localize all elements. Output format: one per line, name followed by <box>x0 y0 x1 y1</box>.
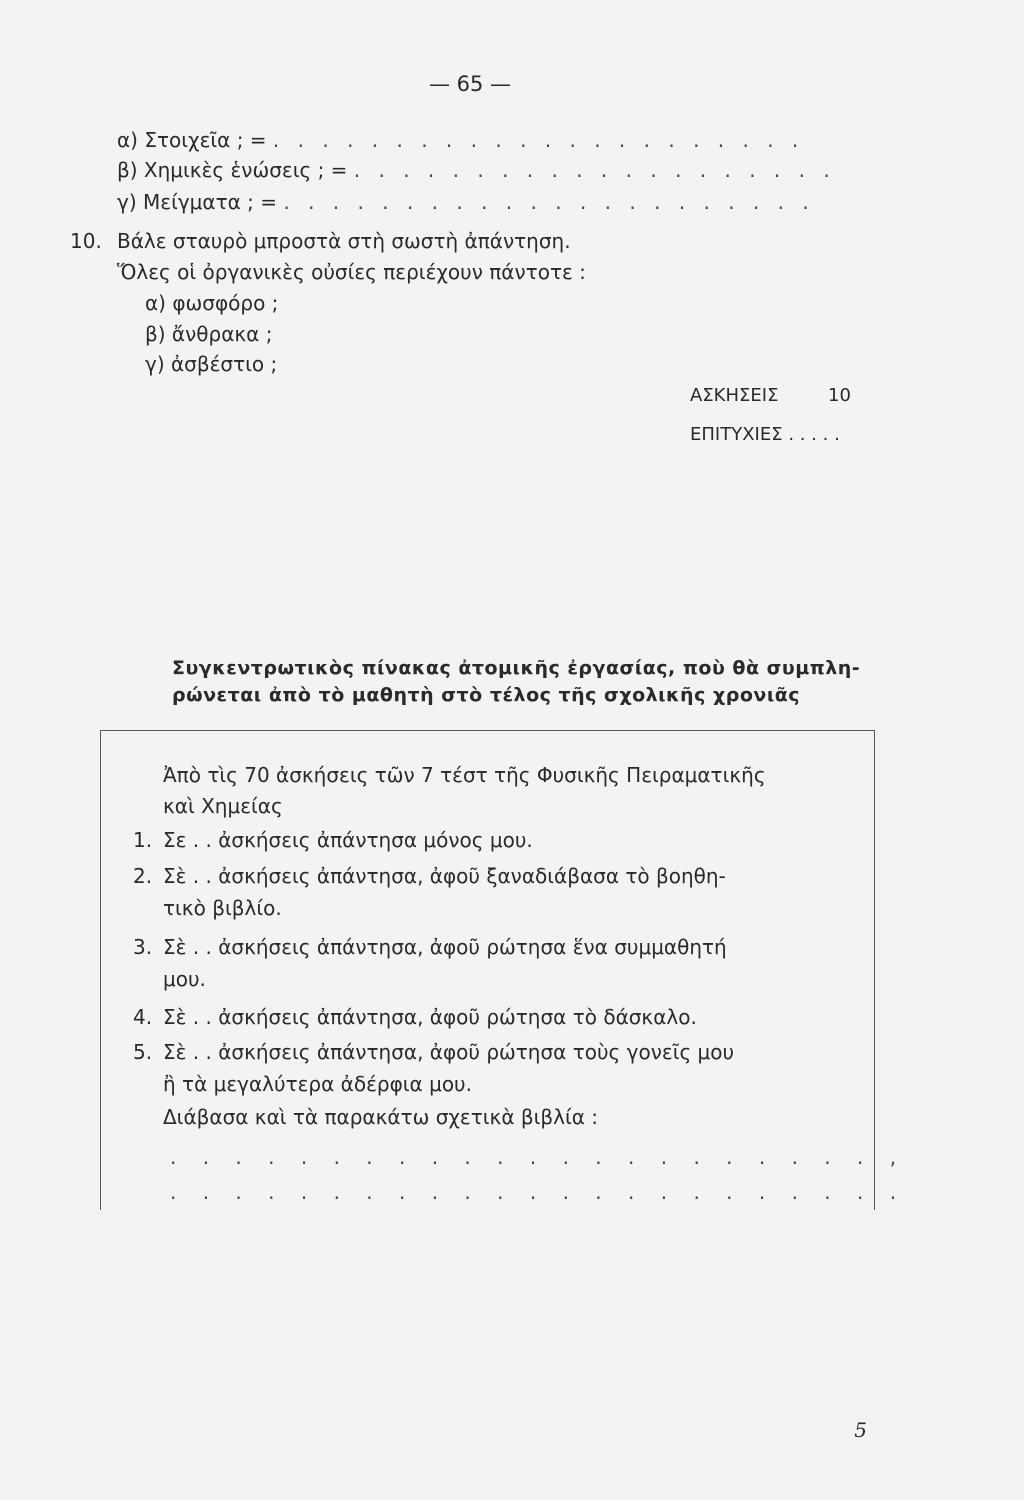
page-number: — 65 — <box>428 72 512 96</box>
summary-item-4-number: 4. <box>133 1005 153 1029</box>
summary-dots-row1: . . . . . . . . . . . . . . . . . . . . . . , <box>170 1145 907 1169</box>
item-9-b: β) Χημικὲς ἑνώσεις ; = . . . . . . . . . . . . . . . . . . . . <box>117 158 836 182</box>
question-10-option-b: β) ἄνθρακα ; <box>145 322 273 346</box>
successes-label: ΕΠΙΤΥΧΙΕΣ . . . . . <box>690 424 840 445</box>
summary-heading-line2: ρώνεται ἀπὸ τὸ μαθητὴ στὸ τέλος τῆς σχολικῆς χρονιᾶς <box>172 684 801 706</box>
summary-item-2-text-cont: τικὸ βιβλίο. <box>163 896 282 920</box>
summary-heading-line1: Συγκεντρωτικὸς πίνακας ἀτομικῆς ἐργασίας, ποὺ θὰ συμπλη- <box>172 657 861 679</box>
item-9-c: γ) Μείγματα ; = . . . . . . . . . . . . . . . . . . . . . . <box>117 190 815 214</box>
summary-item-1-number: 1. <box>133 828 153 852</box>
question-10-prompt: Ὅλες οἱ ὀργανικὲς οὐσίες περιέχουν πάντοτε : <box>117 260 586 284</box>
summary-dots-row2: . . . . . . . . . . . . . . . . . . . . . . . <box>170 1180 907 1204</box>
exercises-value: 10 <box>828 385 851 406</box>
question-10-number: 10. <box>70 229 102 253</box>
item-9-a: α) Στοιχεῖα ; = . . . . . . . . . . . . . . . . . . . . . . <box>117 128 805 152</box>
summary-item-3-text-cont: μου. <box>163 967 206 991</box>
summary-item-2-text: Σὲ . . ἀσκήσεις ἀπάντησα, ἀφοῦ ξαναδιάβασα τὸ βοηθη- <box>163 864 726 888</box>
summary-intro-line2: καὶ Χημείας <box>163 794 283 818</box>
page-footer-mark: 5 <box>854 1418 867 1442</box>
summary-item-5-number: 5. <box>133 1040 153 1064</box>
summary-item-4-text: Σὲ . . ἀσκήσεις ἀπάντησα, ἀφοῦ ρώτησα τὸ δάσκαλο. <box>163 1005 697 1029</box>
summary-item-5-text-cont: ἢ τὰ μεγαλύτερα ἀδέρφια μου. <box>163 1072 472 1096</box>
summary-reading-line: Διάβασα καὶ τὰ παρακάτω σχετικὰ βιβλία : <box>163 1105 599 1129</box>
question-10-option-c: γ) ἀσβέστιο ; <box>145 352 278 376</box>
question-10-option-a: α) φωσφόρο ; <box>145 291 279 315</box>
question-10-text: Βάλε σταυρὸ μπροστὰ στὴ σωστὴ ἀπάντηση. <box>117 229 571 253</box>
exercises-label: ΑΣΚΗΣΕΙΣ <box>690 385 779 406</box>
summary-item-3-text: Σὲ . . ἀσκήσεις ἀπάντησα, ἀφοῦ ρώτησα ἕνα συμμαθητή <box>163 935 727 959</box>
summary-item-3-number: 3. <box>133 935 153 959</box>
summary-item-5-text: Σὲ . . ἀσκήσεις ἀπάντησα, ἀφοῦ ρώτησα τοὺς γονεῖς μου <box>163 1040 735 1064</box>
summary-item-2-number: 2. <box>133 864 153 888</box>
summary-item-1-text: Σε . . ἀσκήσεις ἀπάντησα μόνος μου. <box>163 828 533 852</box>
summary-intro-line1: Ἀπὸ τὶς 70 ἀσκήσεις τῶν 7 τέστ τῆς Φυσικῆς Πειραματικῆς <box>163 763 766 787</box>
